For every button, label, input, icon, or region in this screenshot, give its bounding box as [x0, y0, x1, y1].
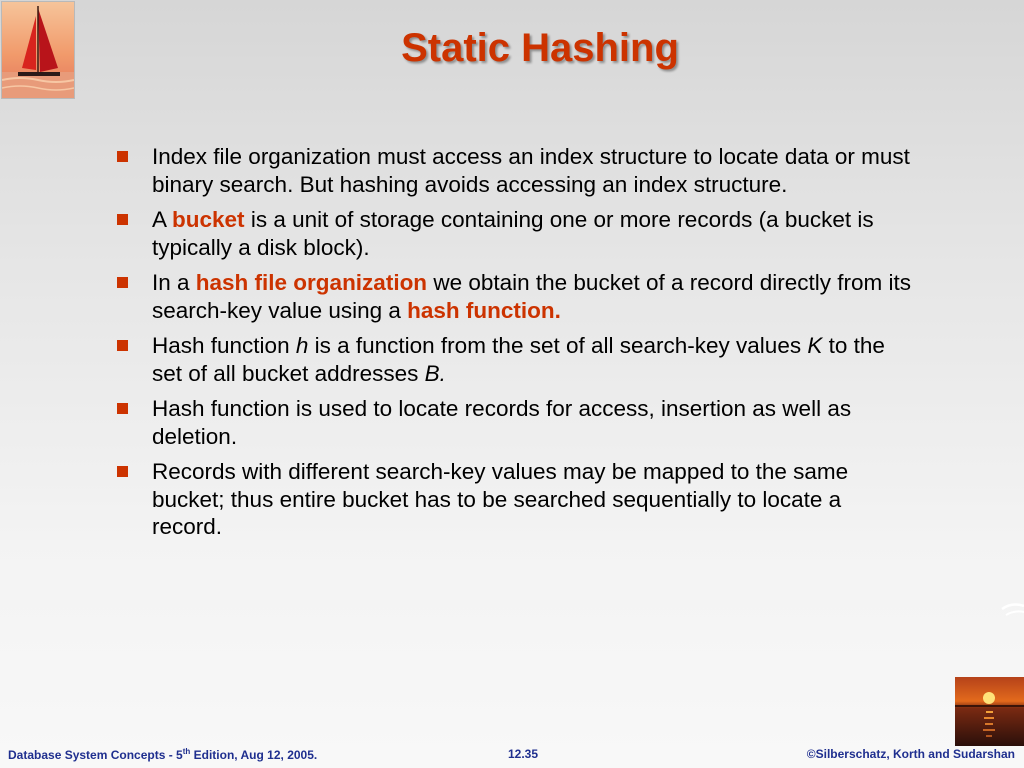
footer-edition-date: Edition, Aug 12, 2005.	[190, 748, 318, 762]
square-bullet-icon	[117, 340, 128, 351]
footer-book-title-text: Database System Concepts - 5	[8, 748, 183, 762]
square-bullet-icon	[117, 403, 128, 414]
bullet-list	[116, 143, 916, 549]
square-bullet-icon	[117, 151, 128, 162]
bullet-text: In a	[152, 270, 196, 295]
footer-book-title	[8, 747, 317, 762]
bullet-text: we obtain the bucket of a record directly from its search-key value using a	[152, 270, 912, 323]
slide-title: Static Hashing	[401, 26, 679, 70]
bullet-text: to the set of all bucket addresses	[152, 333, 885, 386]
bullet-item	[116, 332, 916, 387]
bullet-text: is a function from the set of all search-key values	[308, 333, 808, 358]
highlighted-term: hash function.	[407, 297, 561, 323]
italic-symbol: B.	[424, 360, 446, 386]
italic-symbol: K	[807, 333, 823, 358]
square-bullet-icon	[117, 214, 128, 225]
sunset-logo-image	[955, 677, 1024, 746]
bullet-item	[116, 269, 916, 324]
bullet-text: Index file organization must access an index structure to locate data or must binary search. But hashing avoids accessing an index structure.	[152, 144, 910, 197]
highlighted-term: hash file organization	[195, 270, 428, 295]
highlighted-term: bucket	[172, 207, 245, 232]
square-bullet-icon	[117, 277, 128, 288]
footer-page-number: 12.35	[508, 747, 539, 761]
bullet-text: Records with different search-key values may be mapped to the same bucket; thus entire bucket has to be searched sequentially to locate a record.	[152, 459, 849, 539]
bullet-item	[116, 143, 916, 198]
square-bullet-icon	[117, 466, 128, 477]
bullet-text: Hash function is used to locate records for access, insertion as well as deletion.	[152, 396, 852, 449]
bullet-item	[116, 458, 916, 541]
bullet-text: A	[152, 207, 173, 232]
bullet-text: is a unit of storage containing one or more records (a bucket is typically a disk block).	[152, 207, 874, 260]
decorative-wave-icon	[1000, 603, 1024, 617]
footer-copyright: ©Silberschatz, Korth and Sudarshan	[806, 747, 1015, 761]
bullet-item	[116, 395, 916, 450]
sunset-icon	[955, 677, 1024, 746]
bullet-item	[116, 206, 916, 261]
footer-edition-superscript: th	[182, 747, 191, 756]
italic-symbol: h	[295, 333, 309, 358]
bullet-text: Hash function	[152, 333, 296, 358]
